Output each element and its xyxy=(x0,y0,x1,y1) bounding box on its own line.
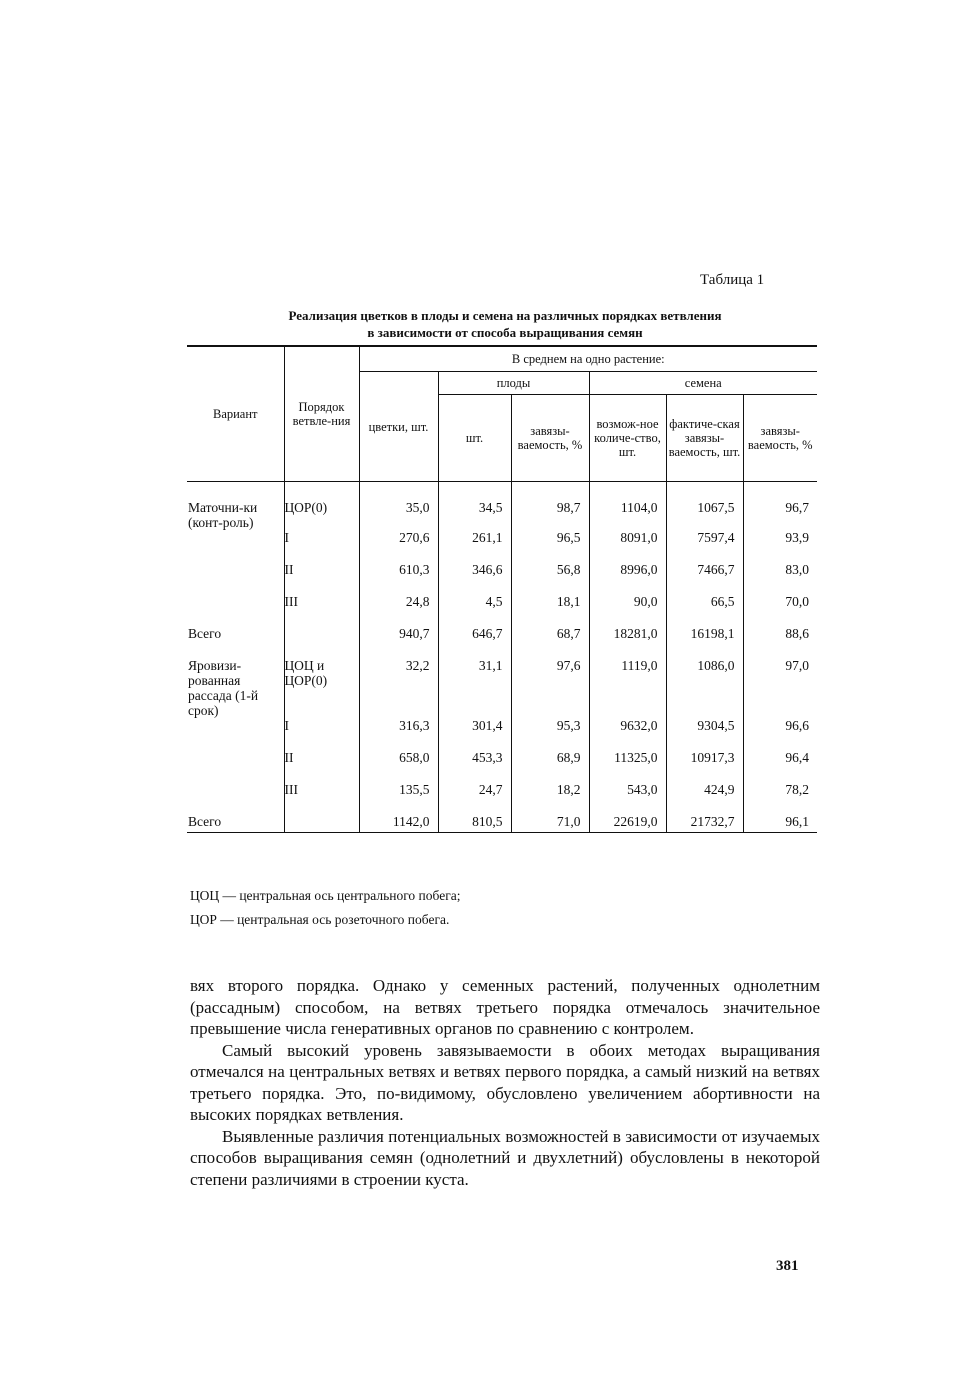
cell-seeds-actual: 7597,4 xyxy=(666,530,743,562)
cell-seeds-set: 96,6 xyxy=(743,718,817,750)
cell-variant: Яровизи-рованная рассада (1-й срок) xyxy=(188,658,259,718)
cell-seeds-set: 96,4 xyxy=(743,750,817,782)
cell-order: II xyxy=(284,750,359,782)
header-seeds-possible: возмож-ное количе-ство, шт. xyxy=(589,395,666,482)
cell-variant xyxy=(187,594,284,626)
body-text xyxy=(190,975,820,1190)
header-seeds: семена xyxy=(589,372,817,395)
cell-variant: Всего xyxy=(187,814,284,833)
cell-fruits: 261,1 xyxy=(438,530,511,562)
cell-fruits: 301,4 xyxy=(438,718,511,750)
cell-fruits-set: 96,5 xyxy=(511,530,589,562)
cell-seeds-actual: 16198,1 xyxy=(666,626,743,658)
cell-fruits: 810,5 xyxy=(438,814,511,833)
cell-seeds-actual: 66,5 xyxy=(666,594,743,626)
cell-flowers: 658,0 xyxy=(359,750,438,782)
cell-flowers: 35,0 xyxy=(359,482,438,531)
cell-fruits: 24,7 xyxy=(438,782,511,814)
header-fruits: плоды xyxy=(438,372,589,395)
cell-fruits-set: 97,6 xyxy=(511,658,589,718)
cell-variant xyxy=(187,718,284,750)
cell-seeds-actual: 9304,5 xyxy=(666,718,743,750)
table-row xyxy=(187,718,817,750)
cell-order: ЦОР(0) xyxy=(284,482,359,531)
table-label: Таблица 1 xyxy=(700,272,765,288)
header-fruits-set: завязы-ваемость, % xyxy=(511,395,589,482)
cell-flowers: 940,7 xyxy=(359,626,438,658)
table-row xyxy=(187,482,817,531)
header-variant: Вариант xyxy=(212,407,258,421)
cell-fruits-set: 18,2 xyxy=(511,782,589,814)
header-fruits-count: шт. xyxy=(438,395,511,482)
table-row xyxy=(187,562,817,594)
cell-flowers: 316,3 xyxy=(359,718,438,750)
cell-seeds-possible: 1104,0 xyxy=(589,482,666,531)
cell-order xyxy=(284,626,359,658)
header-order: Порядок ветвле-ния xyxy=(284,346,359,482)
cell-variant xyxy=(187,562,284,594)
cell-seeds-possible: 11325,0 xyxy=(589,750,666,782)
cell-seeds-actual: 7466,7 xyxy=(666,562,743,594)
cell-fruits: 646,7 xyxy=(438,626,511,658)
cell-fruits-set: 56,8 xyxy=(511,562,589,594)
page-number: 381 xyxy=(776,1258,799,1274)
cell-seeds-set: 83,0 xyxy=(743,562,817,594)
cell-variant xyxy=(187,530,284,562)
table-row xyxy=(187,814,817,833)
table-caption xyxy=(190,307,820,341)
cell-seeds-set: 96,7 xyxy=(743,482,817,531)
cell-fruits-set: 68,9 xyxy=(511,750,589,782)
cell-seeds-actual: 21732,7 xyxy=(666,814,743,833)
table-row xyxy=(187,782,817,814)
cell-seeds-set: 70,0 xyxy=(743,594,817,626)
cell-seeds-actual: 1067,5 xyxy=(666,482,743,531)
cell-order: I xyxy=(284,718,359,750)
caption-line-1: Реализация цветков в плоды и семена на различных порядках ветвления xyxy=(288,308,722,323)
cell-variant: Маточни-ки (конт-роль) xyxy=(188,500,258,530)
cell-seeds-possible: 543,0 xyxy=(589,782,666,814)
cell-order: III xyxy=(284,594,359,626)
cell-fruits-set: 71,0 xyxy=(511,814,589,833)
cell-seeds-actual: 10917,3 xyxy=(666,750,743,782)
cell-flowers: 32,2 xyxy=(359,658,438,718)
cell-seeds-set: 97,0 xyxy=(743,658,817,718)
cell-order: I xyxy=(284,530,359,562)
cell-order: III xyxy=(284,782,359,814)
cell-seeds-possible: 8091,0 xyxy=(589,530,666,562)
cell-variant: Всего xyxy=(188,626,222,641)
cell-fruits: 453,3 xyxy=(438,750,511,782)
cell-seeds-possible: 22619,0 xyxy=(589,814,666,833)
table-row xyxy=(187,626,817,658)
cell-fruits: 346,6 xyxy=(438,562,511,594)
table-row xyxy=(187,750,817,782)
cell-fruits-set: 68,7 xyxy=(511,626,589,658)
cell-seeds-set: 93,9 xyxy=(743,530,817,562)
cell-flowers: 610,3 xyxy=(359,562,438,594)
cell-seeds-possible: 8996,0 xyxy=(589,562,666,594)
header-flowers: цветки, шт. xyxy=(359,372,438,482)
cell-seeds-actual: 1086,0 xyxy=(666,658,743,718)
cell-order xyxy=(284,814,359,833)
header-group-average: В среднем на одно растение: xyxy=(359,346,817,372)
cell-fruits-set: 95,3 xyxy=(511,718,589,750)
cell-flowers: 135,5 xyxy=(359,782,438,814)
cell-flowers: 1142,0 xyxy=(359,814,438,833)
paragraph-3: Выявленные различия потенциальных возможностей в зависимости от изучаемых способов выращивания семян (однолетний и двухлетний) обусловлены в некоторой степени различиями в строении куста. xyxy=(190,1126,820,1189)
cell-fruits: 34,5 xyxy=(438,482,511,531)
data-table xyxy=(187,345,817,833)
cell-seeds-set: 88,6 xyxy=(743,626,817,658)
cell-seeds-actual: 424,9 xyxy=(666,782,743,814)
table-row xyxy=(187,530,817,562)
paragraph-2: Самый высокий уровень завязываемости в обоих методах выращивания отмечался на центральных ветвях и ветвях первого порядка, а самый низкий на ветвях третьего порядка. Это, по-видимому, обусловлено увеличением абортивности на высоких порядках ветвления. xyxy=(190,1040,820,1124)
paragraph-1: вях второго порядка. Однако у семенных растений, полученных однолетним (рассадным) способом, на ветвях третьего порядка отмечалось значительное превышение числа генеративных органов по сравнению с контролем. xyxy=(190,976,820,1038)
cell-fruits: 4,5 xyxy=(438,594,511,626)
cell-seeds-possible: 18281,0 xyxy=(589,626,666,658)
cell-variant xyxy=(187,750,284,782)
cell-order: II xyxy=(284,562,359,594)
caption-line-2: в зависимости от способа выращивания семян xyxy=(367,325,643,340)
table-body xyxy=(187,482,817,833)
cell-seeds-set: 78,2 xyxy=(743,782,817,814)
header-seeds-actual: фактиче-ская завязы-ваемость, шт. xyxy=(666,395,743,482)
cell-flowers: 24,8 xyxy=(359,594,438,626)
cell-fruits-set: 18,1 xyxy=(511,594,589,626)
cell-seeds-set: 96,1 xyxy=(743,814,817,833)
table-row xyxy=(187,658,817,718)
header-seeds-set: завязы-ваемость, % xyxy=(743,395,817,482)
table-row xyxy=(187,594,817,626)
footnote-tsots: ЦОЦ — центральная ось центрального побега; xyxy=(190,888,461,903)
cell-seeds-possible: 90,0 xyxy=(589,594,666,626)
cell-variant xyxy=(187,782,284,814)
footnote-tsor: ЦОР — центральная ось розеточного побега. xyxy=(190,912,450,927)
cell-fruits: 31,1 xyxy=(438,658,511,718)
cell-order: ЦОЦ и ЦОР(0) xyxy=(284,658,359,718)
cell-flowers: 270,6 xyxy=(359,530,438,562)
cell-fruits-set: 98,7 xyxy=(511,482,589,531)
cell-seeds-possible: 9632,0 xyxy=(589,718,666,750)
cell-seeds-possible: 1119,0 xyxy=(589,658,666,718)
